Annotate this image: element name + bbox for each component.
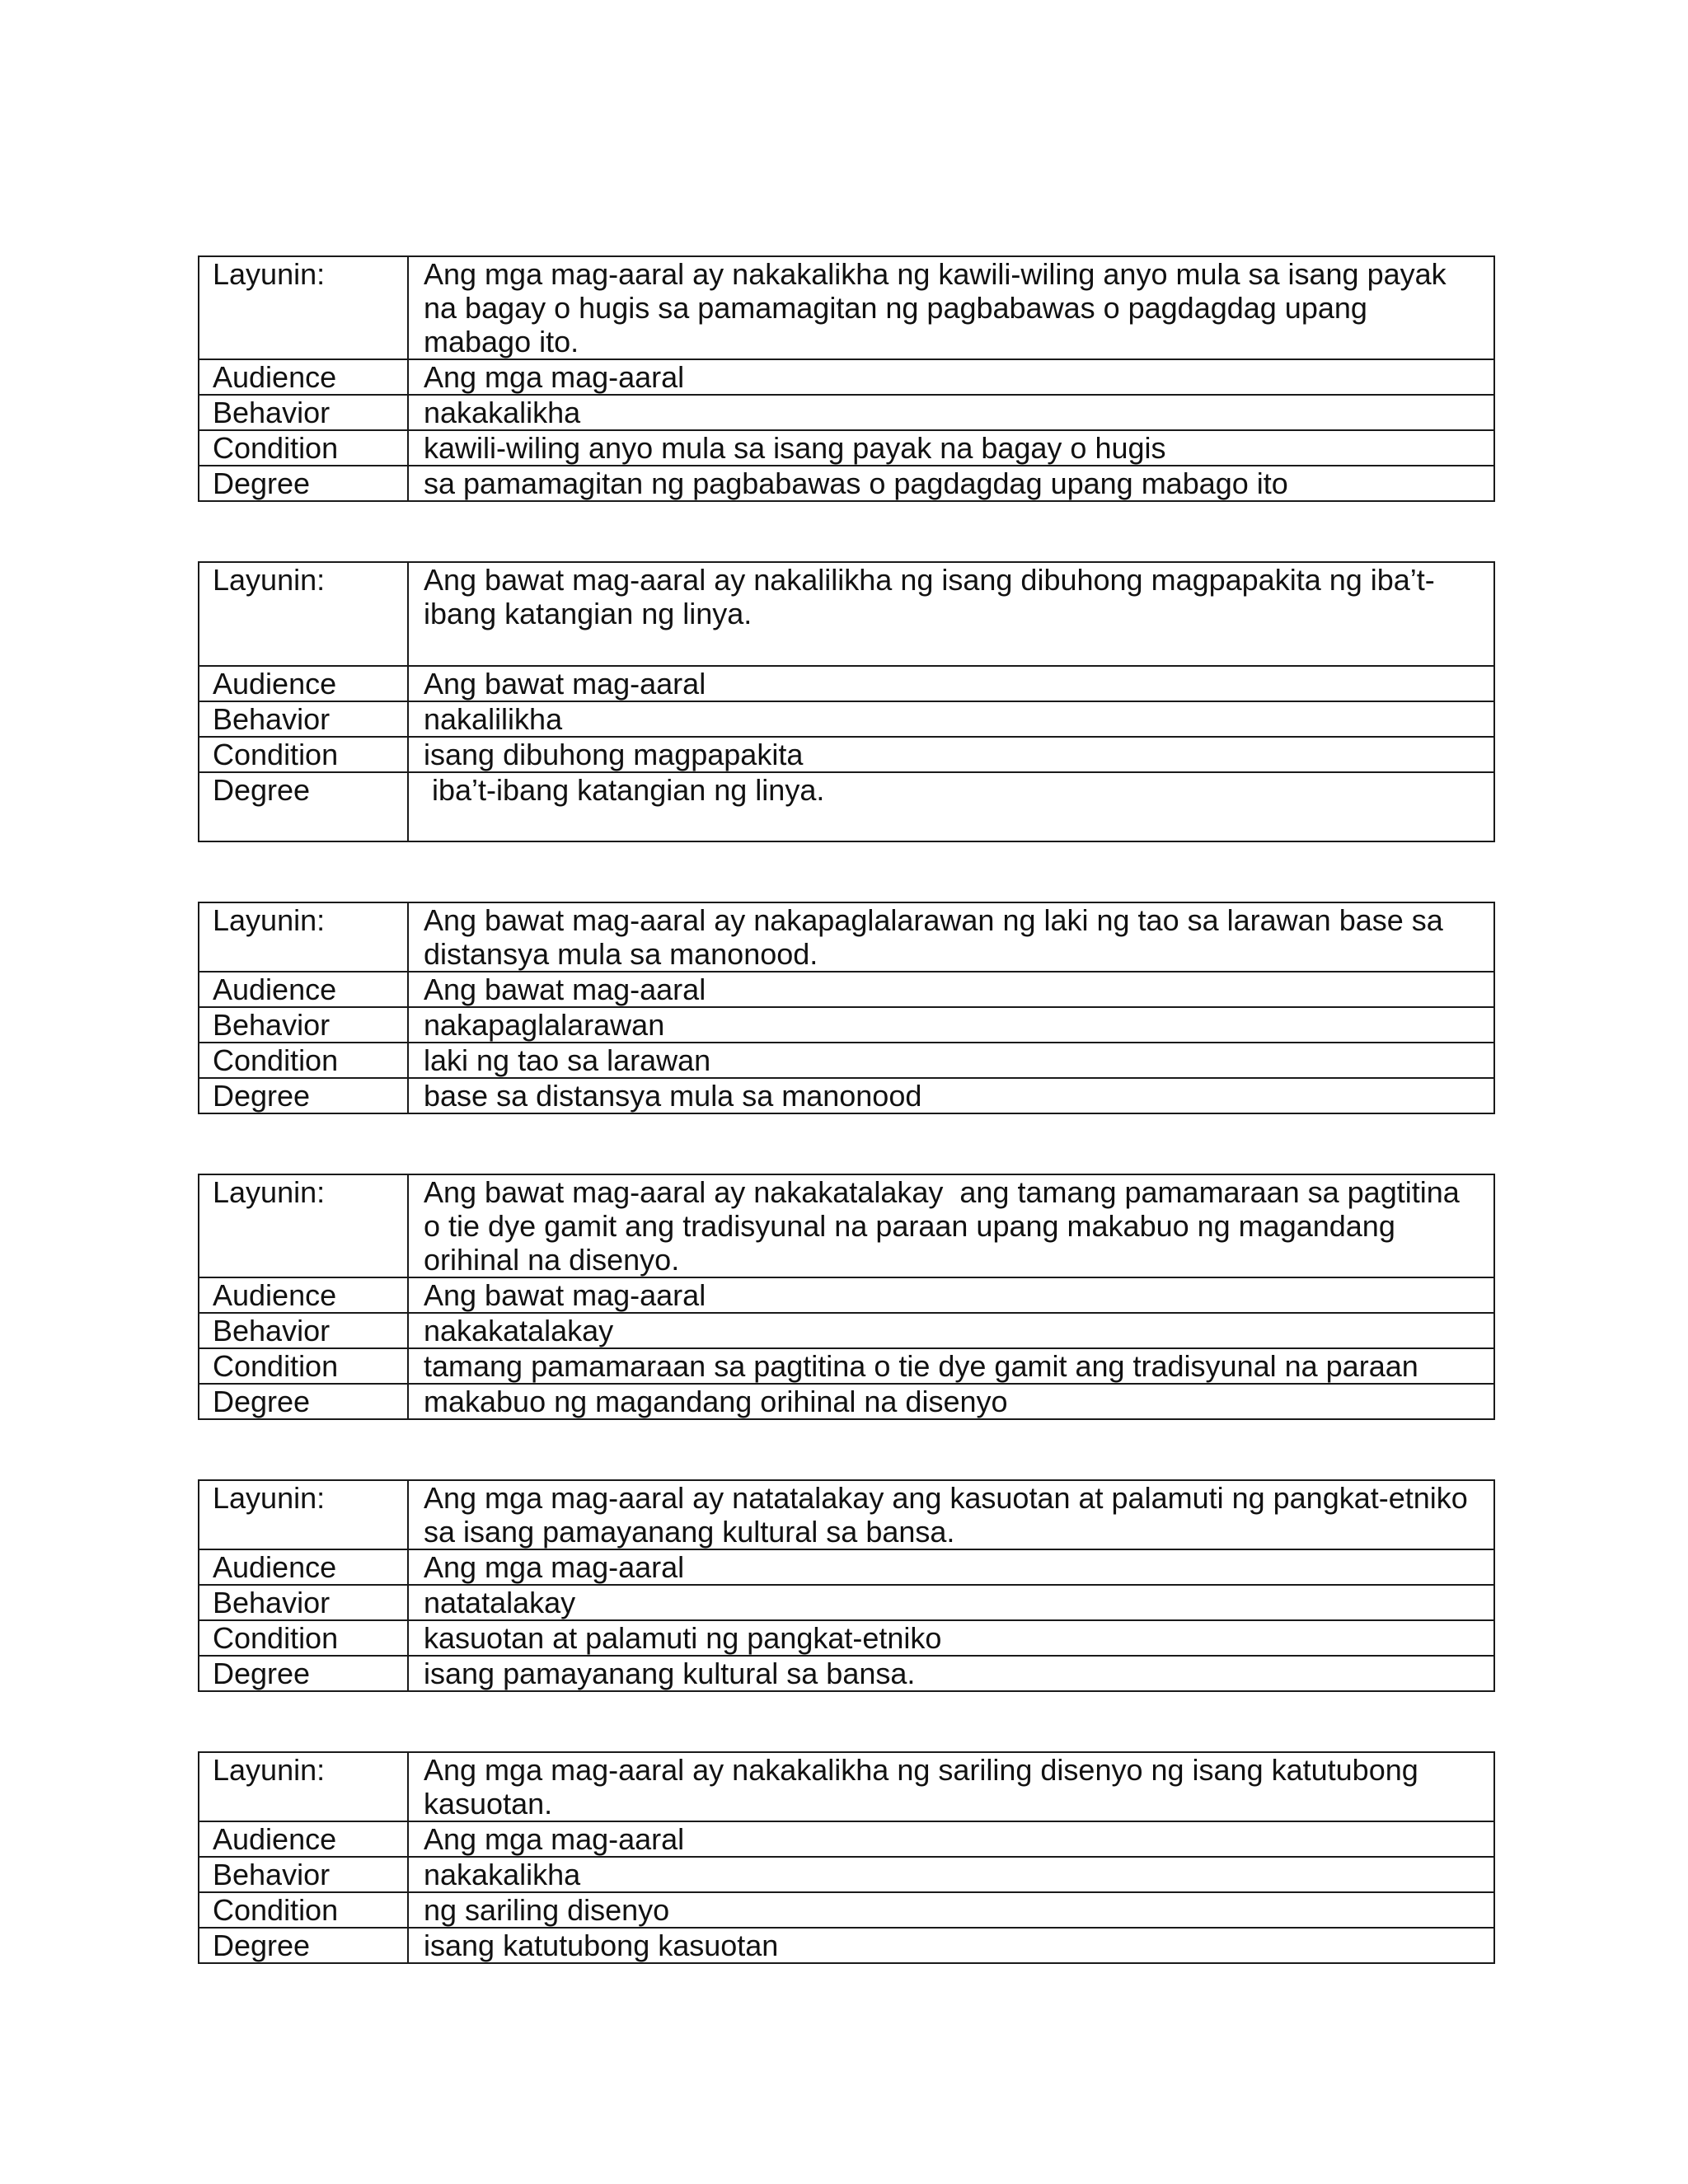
audience-row (199, 359, 1494, 395)
degree-value: isang pamayanang kultural sa bansa. (408, 1656, 1494, 1691)
behavior-label: Behavior (199, 701, 408, 737)
audience-row (199, 972, 1494, 1007)
behavior-label: Behavior (199, 1313, 408, 1348)
audience-value: Ang bawat mag-aaral (408, 1277, 1494, 1313)
objective-table-6 (198, 1751, 1495, 1964)
condition-label: Condition (199, 1892, 408, 1928)
condition-row (199, 430, 1494, 466)
behavior-value: nakalilikha (408, 701, 1494, 737)
audience-value: Ang mga mag-aaral (408, 1821, 1494, 1857)
objective-row (199, 562, 1494, 666)
degree-value: base sa distansya mula sa manonood (408, 1078, 1494, 1113)
objective-row (199, 1174, 1494, 1277)
audience-value: Ang bawat mag-aaral (408, 666, 1494, 701)
objective-table-4 (198, 1174, 1495, 1420)
audience-label: Audience (199, 1821, 408, 1857)
objective-text: Ang mga mag-aaral ay nakakalikha ng kawili-wiling anyo mula sa isang payak na bagay o hugis sa pamamagitan ng pagbabawas o pagdagdag upang mabago ito. (408, 256, 1494, 359)
objective-text: Ang mga mag-aaral ay nakakalikha ng sariling disenyo ng isang katutubong kasuotan. (408, 1752, 1494, 1821)
condition-label: Condition (199, 430, 408, 466)
degree-value: isang katutubong kasuotan (408, 1928, 1494, 1963)
behavior-value: natatalakay (408, 1585, 1494, 1620)
behavior-value: nakakatalakay (408, 1313, 1494, 1348)
objective-row (199, 902, 1494, 972)
audience-value: Ang mga mag-aaral (408, 1549, 1494, 1585)
degree-label: Degree (199, 772, 408, 841)
behavior-row (199, 1313, 1494, 1348)
audience-value: Ang mga mag-aaral (408, 359, 1494, 395)
condition-value: laki ng tao sa larawan (408, 1043, 1494, 1078)
condition-label: Condition (199, 1043, 408, 1078)
degree-label: Degree (199, 1078, 408, 1113)
objective-label: Layunin: (199, 256, 408, 359)
condition-value: ng sariling disenyo (408, 1892, 1494, 1928)
audience-label: Audience (199, 666, 408, 701)
degree-label: Degree (199, 466, 408, 501)
condition-row (199, 1043, 1494, 1078)
audience-label: Audience (199, 1277, 408, 1313)
degree-row (199, 1928, 1494, 1963)
objective-text: Ang mga mag-aaral ay natatalakay ang kasuotan at palamuti ng pangkat-etniko sa isang pamayanang kultural sa bansa. (408, 1480, 1494, 1549)
degree-row (199, 772, 1494, 841)
condition-row (199, 1348, 1494, 1384)
degree-label: Degree (199, 1384, 408, 1419)
audience-row (199, 1821, 1494, 1857)
objective-table-1 (198, 255, 1495, 502)
condition-value: kasuotan at palamuti ng pangkat-etniko (408, 1620, 1494, 1656)
objective-label: Layunin: (199, 1752, 408, 1821)
behavior-label: Behavior (199, 1007, 408, 1043)
condition-label: Condition (199, 737, 408, 772)
objective-table-3 (198, 902, 1495, 1114)
condition-row (199, 1892, 1494, 1928)
behavior-row (199, 701, 1494, 737)
condition-value: isang dibuhong magpapakita (408, 737, 1494, 772)
condition-label: Condition (199, 1620, 408, 1656)
behavior-label: Behavior (199, 1585, 408, 1620)
behavior-row (199, 395, 1494, 430)
audience-label: Audience (199, 1549, 408, 1585)
objective-text: Ang bawat mag-aaral ay nakakatalakay ang tamang pamamaraan sa pagtitina o tie dye gamit ang tradisyunal na paraan upang makabuo ng magandang orihinal na disenyo. (408, 1174, 1494, 1277)
degree-value: sa pamamagitan ng pagbabawas o pagdagdag upang mabago ito (408, 466, 1494, 501)
table-spacer (198, 842, 1493, 902)
objective-table-2 (198, 561, 1495, 842)
degree-value: makabuo ng magandang orihinal na disenyo (408, 1384, 1494, 1419)
degree-label: Degree (199, 1656, 408, 1691)
audience-label: Audience (199, 972, 408, 1007)
degree-row (199, 1384, 1494, 1419)
objective-label: Layunin: (199, 1480, 408, 1549)
degree-row (199, 1078, 1494, 1113)
objective-table-5 (198, 1479, 1495, 1692)
objective-label: Layunin: (199, 902, 408, 972)
table-spacer (198, 1692, 1493, 1751)
table-spacer (198, 1420, 1493, 1479)
behavior-row (199, 1585, 1494, 1620)
audience-row (199, 1549, 1494, 1585)
objective-row (199, 1752, 1494, 1821)
condition-value: kawili-wiling anyo mula sa isang payak na bagay o hugis (408, 430, 1494, 466)
objective-row (199, 1480, 1494, 1549)
degree-row (199, 466, 1494, 501)
condition-value: tamang pamamaraan sa pagtitina o tie dye gamit ang tradisyunal na paraan (408, 1348, 1494, 1384)
degree-row (199, 1656, 1494, 1691)
behavior-row (199, 1007, 1494, 1043)
document-page (198, 255, 1493, 1964)
objective-label: Layunin: (199, 1174, 408, 1277)
behavior-value: nakapaglalarawan (408, 1007, 1494, 1043)
table-spacer (198, 1114, 1493, 1174)
table-spacer (198, 502, 1493, 561)
objective-label: Layunin: (199, 562, 408, 666)
audience-value: Ang bawat mag-aaral (408, 972, 1494, 1007)
behavior-value: nakakalikha (408, 395, 1494, 430)
condition-row (199, 1620, 1494, 1656)
condition-label: Condition (199, 1348, 408, 1384)
objective-row (199, 256, 1494, 359)
degree-label: Degree (199, 1928, 408, 1963)
audience-label: Audience (199, 359, 408, 395)
behavior-row (199, 1857, 1494, 1892)
behavior-value: nakakalikha (408, 1857, 1494, 1892)
objective-text: Ang bawat mag-aaral ay nakalilikha ng isang dibuhong magpapakita ng iba’t-ibang katangian ng linya. (408, 562, 1494, 666)
condition-row (199, 737, 1494, 772)
behavior-label: Behavior (199, 395, 408, 430)
audience-row (199, 666, 1494, 701)
behavior-label: Behavior (199, 1857, 408, 1892)
objective-text: Ang bawat mag-aaral ay nakapaglalarawan ng laki ng tao sa larawan base sa distansya mula sa manonood. (408, 902, 1494, 972)
audience-row (199, 1277, 1494, 1313)
degree-value: iba’t-ibang katangian ng linya. (408, 772, 1494, 841)
